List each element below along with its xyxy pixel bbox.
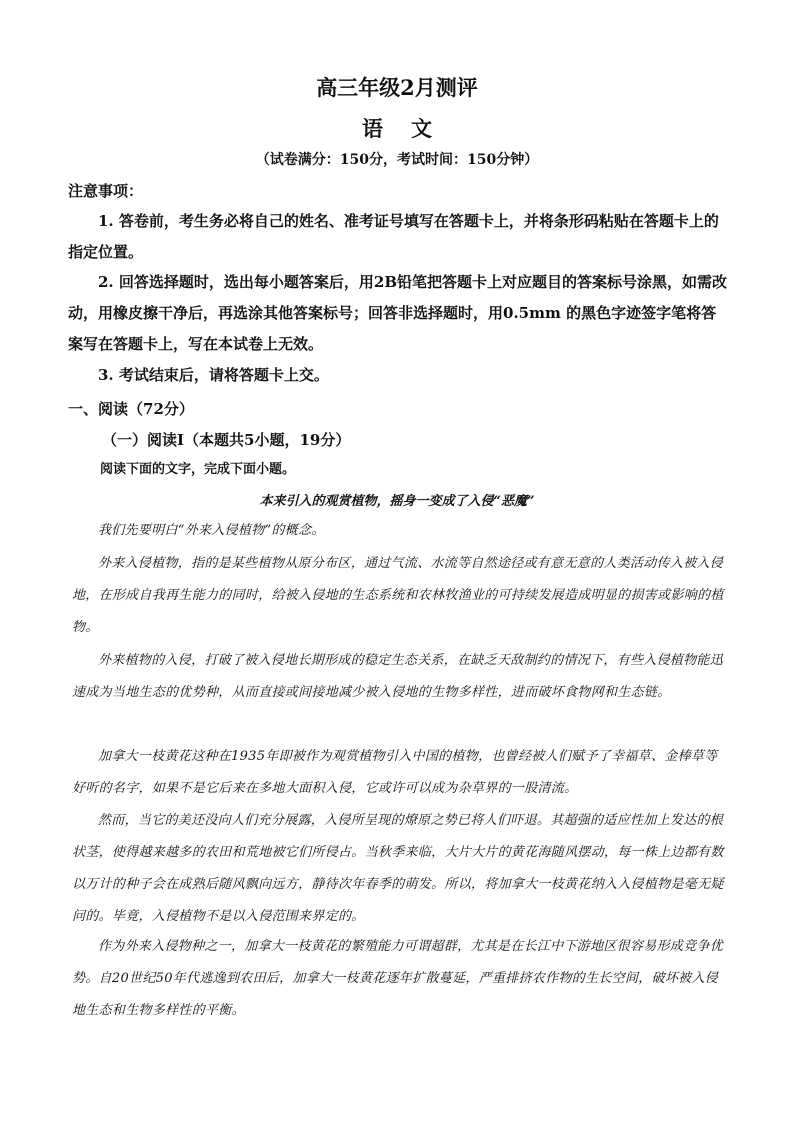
exam-info: （试卷满分：150分，考试时间：150分钟）	[255, 152, 539, 168]
section-heading: 一、阅读（72分）	[68, 400, 194, 418]
exam-title: 高三年级2月测评	[316, 75, 478, 100]
article-paragraph: 然而，当它的美还没向人们充分展露，入侵所呈现的燎原之势已将人们吓退。其超强的适应性加上发达的根状茎，使得越来越多的农田和荒地被它们所侵占。当秋季来临，大片大片的黄花海随风摆动，每一株上边都有数以万计的种子会在成熟后随风飘向远方，静待次年春季的萌发。所以，将加拿大一枝黄花纳入入侵植物是毫无疑问的。毕竟，入侵植物不是以入侵范围来界定的。	[72, 813, 724, 924]
article-paragraph: 外来入侵植物，指的是某些植物从原分布区，通过气流、水流等自然途径或有意无意的人类活动传入被入侵地，在形成自我再生能力的同时，给被入侵地的生态系统和农林牧渔业的可持续发展造成明显的损害或影响的植物。	[72, 556, 724, 635]
article-title: 本来引入的观赏植物，摇身一变成了入侵“恶魔”	[259, 494, 535, 509]
subsection-heading: （一）阅读Ⅰ（本题共5小题，19分）	[102, 431, 351, 449]
notice-item-1: 1. 答卷前，考生务必将自己的姓名、准考证号填写在答题卡上，并将条形码粘贴在答题卡上的指定位置。	[68, 212, 719, 261]
reading-instruction: 阅读下面的文字，完成下面小题。	[100, 462, 296, 477]
notice-item-2: 2. 回答选择题时，选出每小题答案后，用2B铅笔把答题卡上对应题目的答案标号涂黑，如需改动，用橡皮擦干净后，再选涂其他答案标号；回答非选择题时，用0.5mm 的黑色字迹签字笔将答案写在答题卡上，写在本试卷上无效。	[68, 273, 728, 353]
article-paragraph: 我们先要明白“外来入侵植物”的概念。	[98, 523, 325, 538]
notice-heading: 注意事项：	[68, 182, 144, 200]
subject-title: 语文	[362, 116, 460, 141]
article-paragraph: 加拿大一枝黄花这种在1935年即被作为观赏植物引入中国的植物，也曾经被人们赋予了幸福草、金棒草等好听的名字，如果不是它后来在多地大面积入侵，它或许可以成为杂草界的一股清流。	[72, 749, 718, 796]
article-paragraph: 作为外来入侵物种之一，加拿大一枝黄花的繁殖能力可谓超群，尤其是在长江中下游地区很容易形成竞争优势。自20世纪50年代逃逸到农田后，加拿大一枝黄花逐年扩散蔓延，严重排挤农作物的生长空间，破坏被入侵地生态和生物多样性的平衡。	[72, 939, 724, 1018]
article-paragraph: 外来植物的入侵，打破了被入侵地长期形成的稳定生态关系，在缺乏天敌制约的情况下，有些入侵植物能迅速成为当地生态的优势种，从而直接或间接地减少被入侵地的生物多样性，进而破坏食物网和生态链。	[72, 653, 724, 700]
notice-item-3: 3. 考试结束后，请将答题卡上交。	[98, 366, 329, 384]
